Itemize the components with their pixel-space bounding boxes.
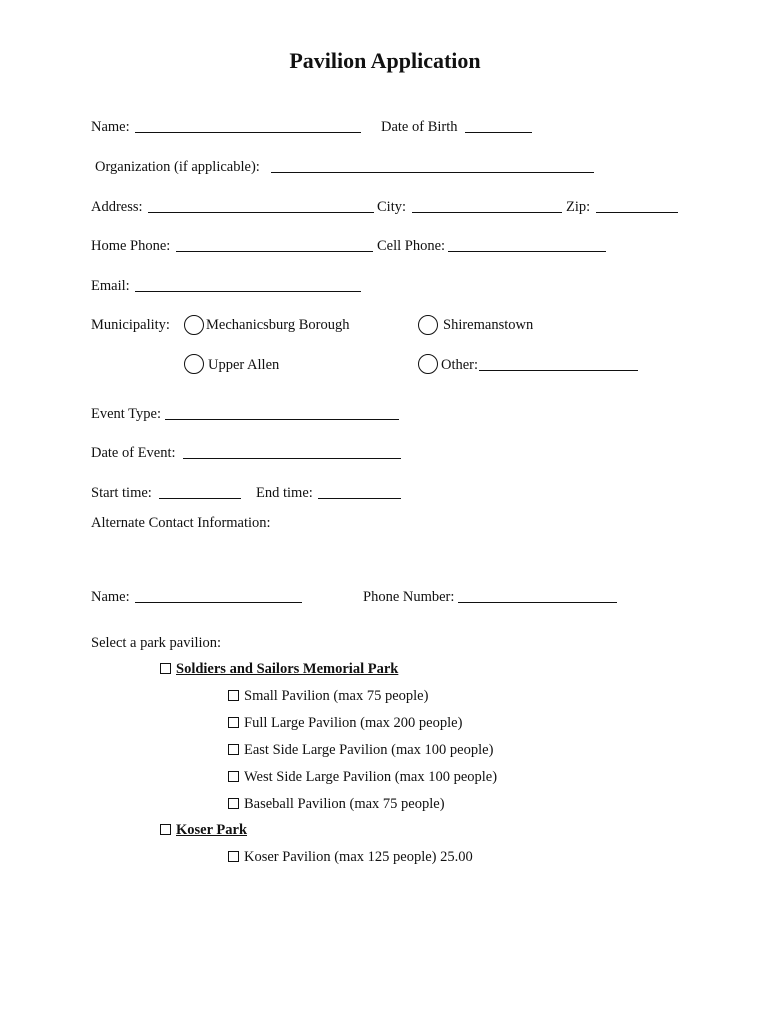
city-field[interactable] [412, 212, 562, 213]
home-phone-field[interactable] [176, 251, 373, 252]
checkbox-koser-pavilion[interactable] [228, 851, 239, 862]
other-field[interactable] [479, 370, 638, 371]
name-field[interactable] [135, 132, 361, 133]
event-type-label: Event Type: [91, 406, 161, 422]
option-west-side-pavilion: West Side Large Pavilion (max 100 people) [244, 769, 498, 785]
end-time-label: End time: [256, 485, 313, 501]
option-mechanicsburg-borough: Mechanicsburg Borough [206, 317, 350, 333]
pavilion-heading: Select a park pavilion: [91, 635, 222, 651]
radio-other[interactable] [418, 354, 438, 374]
park-soldiers-sailors: Soldiers and Sailors Memorial Park [176, 661, 399, 677]
email-label: Email: [91, 278, 130, 294]
municipality-label: Municipality: [91, 317, 170, 333]
end-time-field[interactable] [318, 498, 401, 499]
event-date-label: Date of Event: [91, 445, 176, 461]
checkbox-baseball-pavilion[interactable] [228, 798, 239, 809]
cell-phone-label: Cell Phone: [377, 238, 446, 254]
option-small-pavilion: Small Pavilion (max 75 people) [244, 688, 429, 704]
zip-label: Zip: [566, 199, 591, 215]
email-field[interactable] [135, 291, 361, 292]
radio-shiremanstown[interactable] [418, 315, 438, 335]
organization-field[interactable] [271, 172, 594, 173]
radio-upper-allen[interactable] [184, 354, 204, 374]
address-field[interactable] [148, 212, 374, 213]
zip-field[interactable] [596, 212, 678, 213]
checkbox-east-side-pavilion[interactable] [228, 744, 239, 755]
event-date-field[interactable] [183, 458, 401, 459]
city-label: City: [377, 199, 407, 215]
dob-field[interactable] [465, 132, 532, 133]
alternate-phone-field[interactable] [458, 602, 617, 603]
option-baseball-pavilion: Baseball Pavilion (max 75 people) [244, 796, 445, 812]
alternate-name-field[interactable] [135, 602, 302, 603]
park-koser: Koser Park [176, 822, 248, 838]
dob-label: Date of Birth [381, 119, 458, 135]
alternate-phone-label: Phone Number: [363, 589, 455, 605]
option-full-large-pavilion: Full Large Pavilion (max 200 people) [244, 715, 463, 731]
start-time-field[interactable] [159, 498, 241, 499]
alternate-contact-heading: Alternate Contact Information: [91, 515, 271, 531]
checkbox-small-pavilion[interactable] [228, 690, 239, 701]
event-type-field[interactable] [165, 419, 399, 420]
option-upper-allen: Upper Allen [208, 357, 280, 373]
address-label: Address: [91, 199, 143, 215]
alternate-name-label: Name: [91, 589, 130, 605]
option-east-side-pavilion: East Side Large Pavilion (max 100 people) [244, 742, 494, 758]
option-koser-pavilion: Koser Pavilion (max 125 people) 25.00 [244, 849, 473, 865]
checkbox-koser-park[interactable] [160, 824, 171, 835]
checkbox-full-large-pavilion[interactable] [228, 717, 239, 728]
checkbox-west-side-pavilion[interactable] [228, 771, 239, 782]
start-time-label: Start time: [91, 485, 152, 501]
option-shiremanstown: Shiremanstown [443, 317, 534, 333]
cell-phone-field[interactable] [448, 251, 606, 252]
home-phone-label: Home Phone: [91, 238, 171, 254]
page-title: Pavilion Application [289, 48, 481, 73]
checkbox-soldiers-sailors-park[interactable] [160, 663, 171, 674]
option-other: Other: [441, 357, 479, 373]
name-label: Name: [91, 119, 130, 135]
radio-mechanicsburg-borough[interactable] [184, 315, 204, 335]
organization-label: Organization (if applicable): [95, 159, 260, 175]
